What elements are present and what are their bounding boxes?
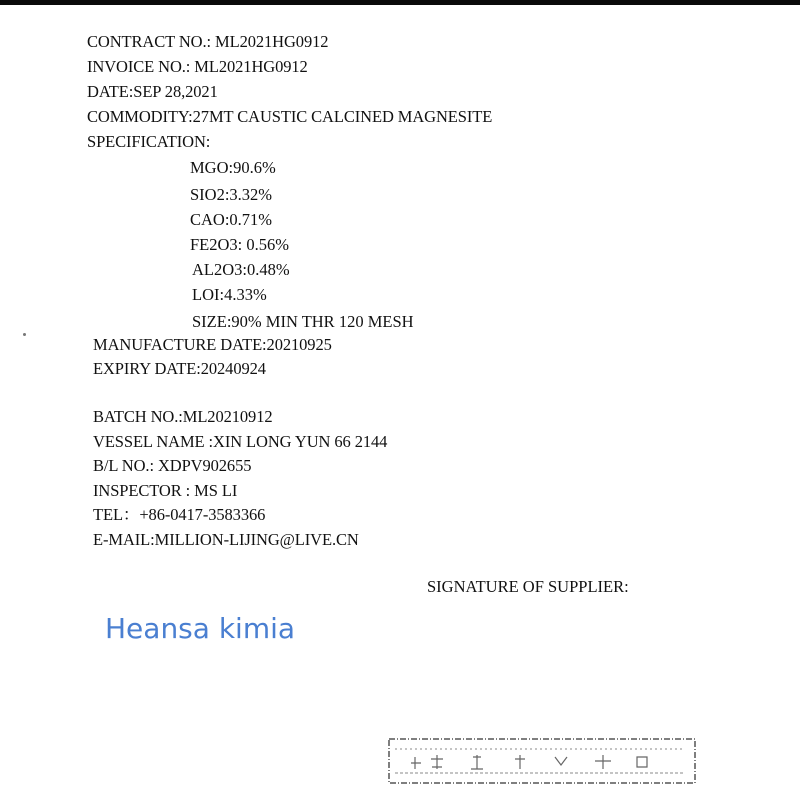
document-date: DATE:SEP 28,2021 [87,82,218,101]
stamp-box [385,735,699,787]
manufacture-date: MANUFACTURE DATE:20210925 [93,335,332,354]
signature-name: Heansa kimia [105,612,296,645]
signature-label: SIGNATURE OF SUPPLIER: [427,577,629,596]
vessel-name: VESSEL NAME :XIN LONG YUN 66 2144 [93,432,388,451]
email: E-MAIL:MILLION-LIJING@LIVE.CN [93,530,359,549]
telephone: TEL：+86-0417-3583366 [93,505,266,524]
expiry-date: EXPIRY DATE:20240924 [93,359,266,378]
spec-item-sio2: SIO2:3.32% [190,185,273,204]
specification-label: SPECIFICATION: [87,132,211,151]
batch-number: BATCH NO.:ML20210912 [93,407,273,426]
inspector: INSPECTOR : MS LI [93,481,238,500]
spec-item-size: SIZE:90% MIN THR 120 MESH [192,312,414,331]
spec-item-cao: CAO:0.71% [190,210,273,229]
spec-item-loi: LOI:4.33% [192,285,267,304]
spec-item-al2o3: AL2O3:0.48% [192,260,290,279]
contract-number: CONTRACT NO.: ML2021HG0912 [87,32,329,51]
bl-number: B/L NO.: XDPV902655 [93,456,252,475]
spec-item-mgo: MGO:90.6% [190,158,276,177]
spec-item-fe2o3: FE2O3: 0.56% [190,235,289,254]
commodity: COMMODITY:27MT CAUSTIC CALCINED MAGNESITE [87,107,493,126]
speck-mark [23,333,26,336]
invoice-number: INVOICE NO.: ML2021HG0912 [87,57,308,76]
